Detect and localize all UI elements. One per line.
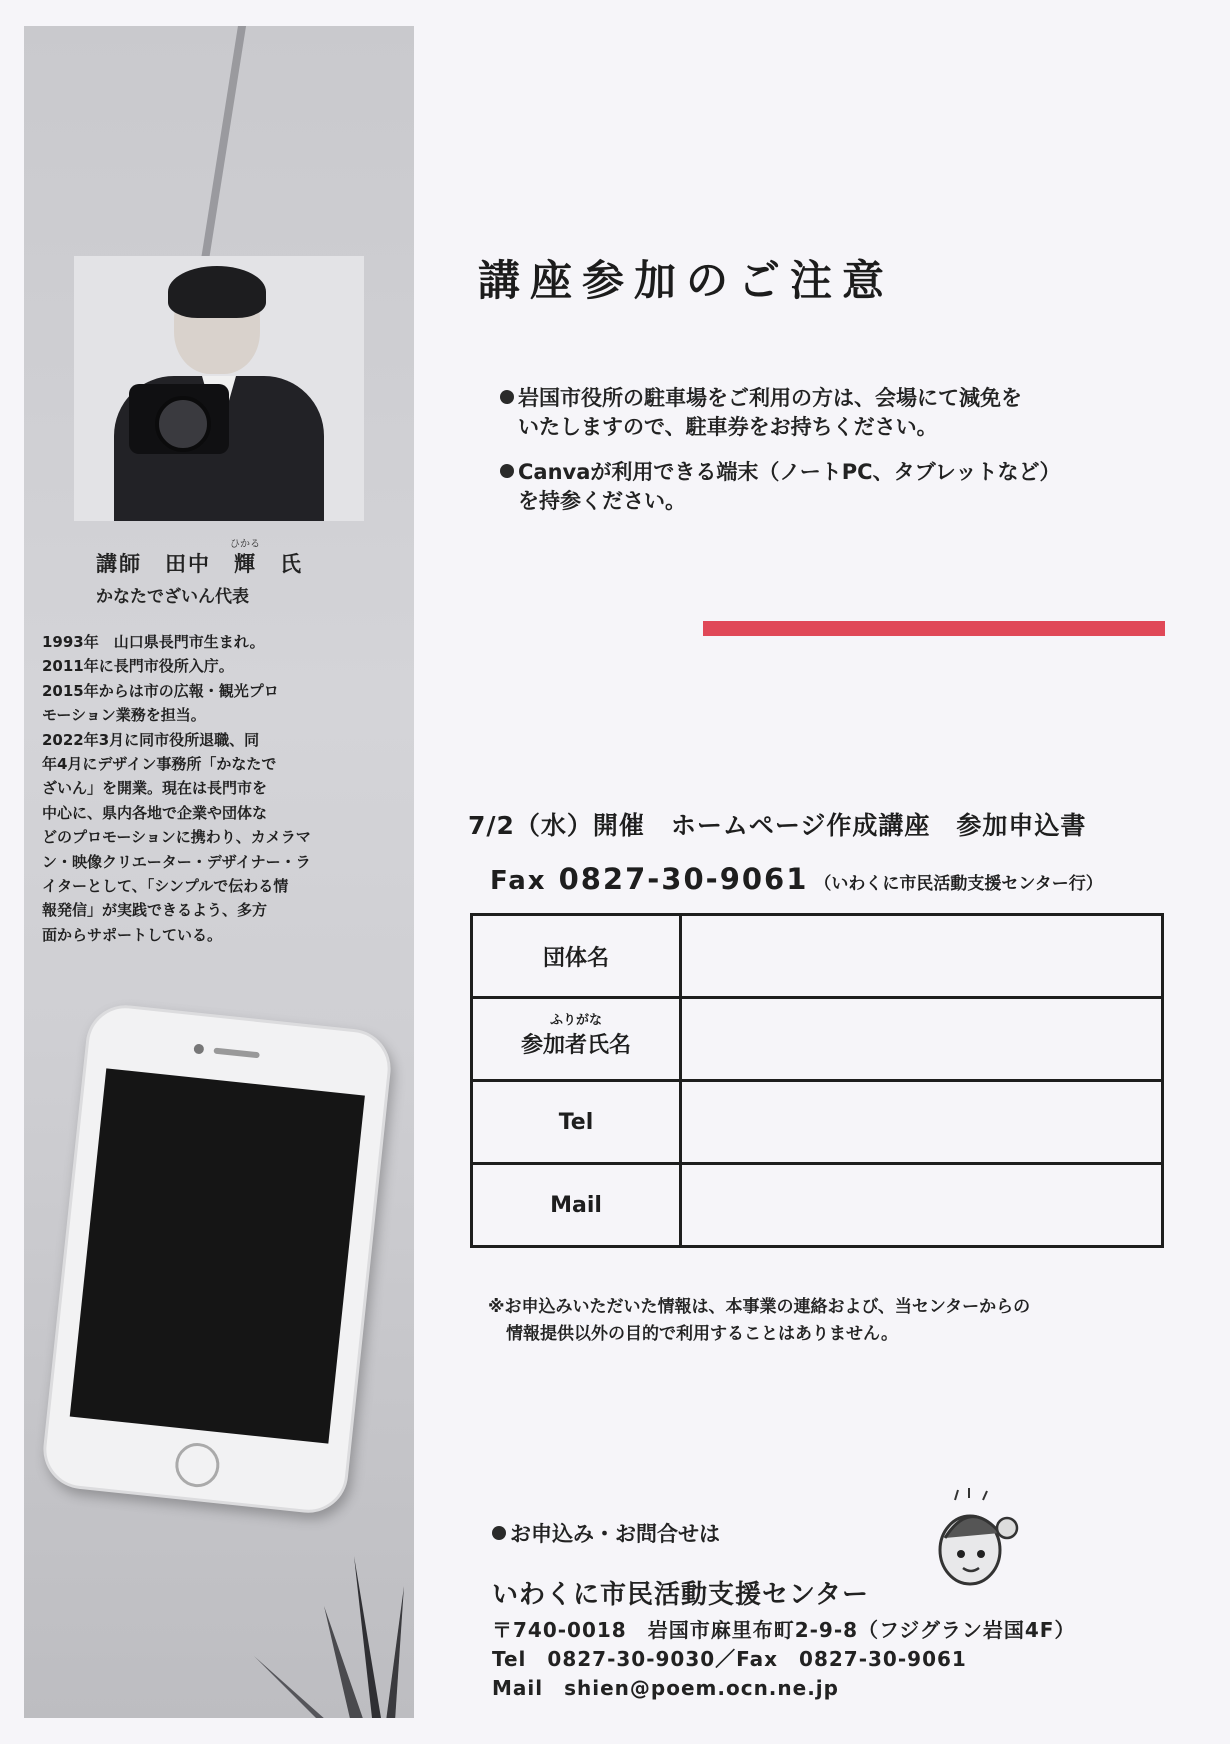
- bio-line: イターとして、「シンプルで伝わる情: [42, 877, 289, 896]
- tel-fax: Tel 0827-30-9030／Fax 0827-30-9061: [492, 1647, 967, 1671]
- fax-line: [490, 862, 1103, 896]
- privacy-note: [488, 1294, 1030, 1348]
- label-text: 参加者氏名: [520, 1032, 631, 1058]
- fax-note: （いわくに市民活動支援センター行）: [814, 874, 1103, 894]
- bio-line: 2011年に長門市役所入庁。: [42, 657, 234, 676]
- bio-line: 報発信」が実践できるよう、多方: [42, 901, 268, 920]
- lecturer-name: 講師 田中 輝 氏: [96, 552, 303, 576]
- camera-lens: [155, 396, 211, 452]
- bullet-icon: [500, 464, 514, 478]
- note-text: Canvaが利用できる端末（ノートPC、タブレットなど）: [518, 460, 1061, 484]
- note-text: 岩国市役所の駐車場をご利用の方は、会場にて減免を: [518, 386, 1022, 410]
- bullet-icon: [500, 390, 514, 404]
- row-label: [472, 915, 681, 998]
- table-row: [472, 998, 1163, 1081]
- phone-illustration: [39, 1001, 394, 1516]
- bio-line: 2015年からは市の広報・観光プロ: [42, 681, 279, 700]
- plant-illustration: [234, 1546, 414, 1718]
- phone-speaker: [213, 1048, 259, 1059]
- table-row: [472, 1081, 1163, 1164]
- lecturer-title: かなたでざいん代表: [96, 587, 249, 607]
- bio-line: ざいん」を開業。現在は長門市を: [42, 779, 268, 798]
- lecturer-bio: [42, 630, 342, 947]
- bio-line: 面からサポートしている。: [42, 925, 223, 944]
- bullet-icon: [492, 1526, 506, 1540]
- table-row: [472, 1164, 1163, 1247]
- name-ruby: ひかる: [230, 539, 260, 550]
- fax-label: Fax: [490, 866, 547, 896]
- bio-line: 中心に、県内各地で企業や団体な: [42, 803, 268, 822]
- note-item: [500, 384, 1140, 442]
- bio-line: どのプロモーションに携わり、カメラマ: [42, 828, 311, 847]
- bio-line: 2022年3月に同市役所退職、同: [42, 730, 260, 749]
- contact-heading-text: お申込み・お問合せは: [510, 1522, 720, 1546]
- label-text: 団体名: [542, 945, 609, 971]
- phone-screen: [70, 1068, 365, 1443]
- mail-address[interactable]: Mail shien@poem.ocn.ne.jp: [492, 1676, 839, 1700]
- camera-icon: [129, 384, 229, 454]
- bio-line: 1993年 山口県長門市生まれ。: [42, 633, 265, 651]
- address: 〒740-0018 岩国市麻里布町2-9-8（フジグラン岩国4F）: [492, 1618, 1076, 1642]
- group-name-field[interactable]: [681, 915, 1163, 998]
- form-heading: 7/2（水）開催 ホームページ作成講座 参加申込書: [468, 811, 1087, 840]
- note-text: を持参ください。: [518, 489, 686, 513]
- privacy-line: 情報提供以外の目的で利用することはありません。: [506, 1324, 899, 1344]
- organization-name: いわくに市民活動支援センター: [492, 1580, 869, 1610]
- bio-line: ン・映像クリエーター・デザイナー・ラ: [42, 852, 311, 871]
- label-text: Mail: [550, 1192, 602, 1218]
- divider-bar: [703, 621, 1165, 636]
- application-form-table: [470, 913, 1164, 1248]
- table-row: [472, 915, 1163, 998]
- furigana-label: ふりがな: [549, 1012, 602, 1028]
- tel-field[interactable]: [681, 1081, 1163, 1164]
- bio-line: モーション業務を担当。: [42, 706, 206, 725]
- privacy-line: ※お申込みいただいた情報は、本事業の連絡および、当センターからの: [488, 1297, 1031, 1317]
- row-label: [472, 1164, 681, 1247]
- contact-heading: [492, 1518, 720, 1548]
- label-text: Tel: [558, 1109, 594, 1135]
- fax-number: 0827-30-9061: [558, 862, 809, 896]
- mail-field[interactable]: [681, 1164, 1163, 1247]
- phone-home-button: [173, 1441, 221, 1489]
- note-text: いたしますので、駐車券をお持ちください。: [518, 415, 938, 439]
- lecturer-hair: [168, 266, 266, 318]
- mascot-icon: [925, 1488, 1025, 1598]
- decorative-line: [196, 26, 251, 295]
- lecturer-photo: [74, 256, 364, 521]
- row-label: [472, 1081, 681, 1164]
- participant-name-field[interactable]: [681, 998, 1163, 1081]
- phone-camera: [193, 1043, 204, 1054]
- bio-line: 年4月にデザイン事務所「かなたで: [42, 755, 277, 774]
- note-item: [500, 458, 1140, 516]
- row-label: [472, 998, 681, 1081]
- notes-title: 講座参加のご注意: [478, 256, 895, 305]
